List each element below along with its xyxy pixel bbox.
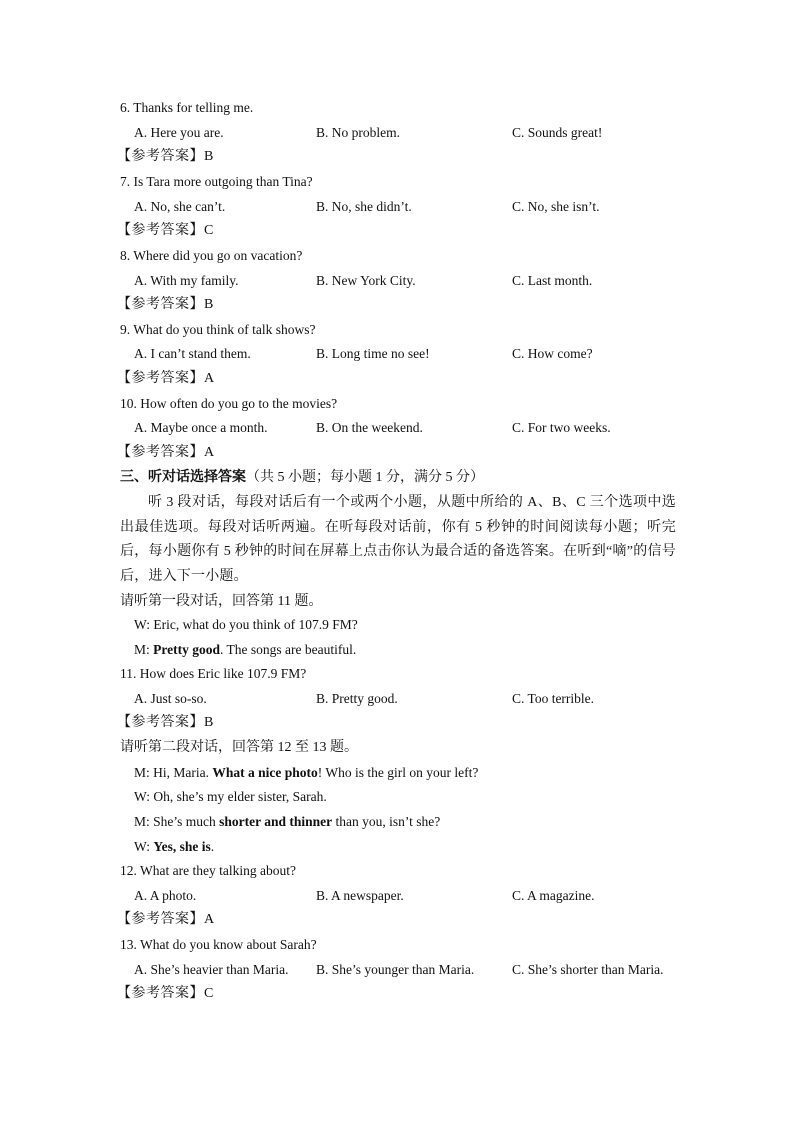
- bold-phrase: What a nice photo: [212, 765, 318, 780]
- question-8-option-c: C. Last month.: [512, 273, 593, 288]
- line-text: than you, isn’t she?: [332, 814, 441, 829]
- question-7-option-a: A. No, she can’t.: [134, 199, 226, 214]
- question-11-option-a: A. Just so-so.: [134, 691, 207, 706]
- speaker-label: W:: [134, 839, 154, 854]
- question-10-option-b: B. On the weekend.: [316, 420, 423, 435]
- section-3-title: 三、听对话选择答案: [120, 470, 246, 485]
- question-6-option-c: C. Sounds great!: [512, 125, 603, 140]
- section-3-heading: [120, 469, 484, 487]
- question-7-option-b: B. No, she didn’t.: [316, 199, 412, 214]
- line-text: M: She’s much: [134, 814, 220, 829]
- question-9-option-b: B. Long time no see!: [316, 346, 430, 361]
- bold-phrase: Pretty good: [153, 642, 221, 657]
- line-text: ! Who is the girl on your left?: [317, 765, 479, 780]
- question-10-option-a: A. Maybe once a month.: [134, 420, 268, 435]
- question-6-option-b: B. No problem.: [316, 125, 400, 140]
- dialog-2-line-3: [134, 813, 440, 831]
- question-10-option-c: C. For two weeks.: [512, 420, 611, 435]
- question-7-stem: 7. Is Tara more outgoing than Tina?: [120, 174, 313, 189]
- question-11-option-c: C. Too terrible.: [512, 691, 595, 706]
- line-text: .: [210, 839, 215, 854]
- question-6-answer: 【参考答案】B: [117, 149, 214, 164]
- question-13-option-b: B. She’s younger than Maria.: [316, 962, 475, 977]
- section-3-scoring: （共 5 小题；每小题 1 分，满分 5 分）: [246, 470, 484, 485]
- line-text: M: Hi, Maria.: [134, 765, 213, 780]
- question-9-option-a: A. I can’t stand them.: [134, 346, 251, 361]
- speaker-label: M:: [134, 642, 154, 657]
- question-7-answer: 【参考答案】C: [117, 223, 214, 238]
- question-8-option-b: B. New York City.: [316, 273, 416, 288]
- question-11-answer: 【参考答案】B: [117, 715, 214, 730]
- dialog-2-line-2: W: Oh, she’s my elder sister, Sarah.: [134, 789, 327, 804]
- question-6-option-a: A. Here you are.: [134, 125, 224, 140]
- question-12-option-a: A. A photo.: [134, 888, 197, 903]
- dialog-1-line-1: W: Eric, what do you think of 107.9 FM?: [134, 617, 358, 632]
- question-12-option-c: C. A magazine.: [512, 888, 595, 903]
- question-7-option-c: C. No, she isn’t.: [512, 199, 600, 214]
- question-6-stem: 6. Thanks for telling me.: [120, 100, 254, 115]
- question-8-option-a: A. With my family.: [134, 273, 239, 288]
- section-3-instructions: 听 3 段对话，每段对话后有一个或两个小题，从题中所给的 A、B、C 三个选项中选出最佳选项。每段对话听两遍。在听每段对话前，你有 5 秒钟的时间阅读每小题；听完后，每小题你有 5 秒钟的时间在屏幕上点击你认为最合适的备选答案。在听到“嘀”的信号后，进入下一小题。: [120, 495, 676, 584]
- question-9-option-c: C. How come?: [512, 346, 593, 361]
- question-13-option-a: A. She’s heavier than Maria.: [134, 962, 289, 977]
- question-12-stem: 12. What are they talking about?: [120, 863, 296, 878]
- dialog-1-intro: 请听第一段对话，回答第 11 题。: [120, 594, 323, 609]
- bold-phrase: Yes, she is: [153, 839, 211, 854]
- dialog-2-intro: 请听第二段对话，回答第 12 至 13 题。: [120, 740, 358, 755]
- dialog-1-line-2: [134, 641, 356, 659]
- question-11-option-b: B. Pretty good.: [316, 691, 398, 706]
- question-13-option-c: C. She’s shorter than Maria.: [512, 962, 664, 977]
- question-12-answer: 【参考答案】A: [117, 912, 215, 927]
- bold-phrase: shorter and thinner: [219, 814, 333, 829]
- dialog-2-line-4: [134, 838, 214, 856]
- question-9-answer: 【参考答案】A: [117, 371, 215, 386]
- question-8-answer: 【参考答案】B: [117, 297, 214, 312]
- question-12-option-b: B. A newspaper.: [316, 888, 404, 903]
- question-11-stem: 11. How does Eric like 107.9 FM?: [120, 666, 307, 681]
- question-8-stem: 8. Where did you go on vacation?: [120, 248, 303, 263]
- question-10-answer: 【参考答案】A: [117, 445, 215, 460]
- question-13-stem: 13. What do you know about Sarah?: [120, 937, 317, 952]
- line-text: . The songs are beautiful.: [220, 642, 357, 657]
- question-13-answer: 【参考答案】C: [117, 986, 214, 1001]
- dialog-2-line-1: [134, 764, 478, 782]
- question-10-stem: 10. How often do you go to the movies?: [120, 396, 338, 411]
- question-9-stem: 9. What do you think of talk shows?: [120, 322, 316, 337]
